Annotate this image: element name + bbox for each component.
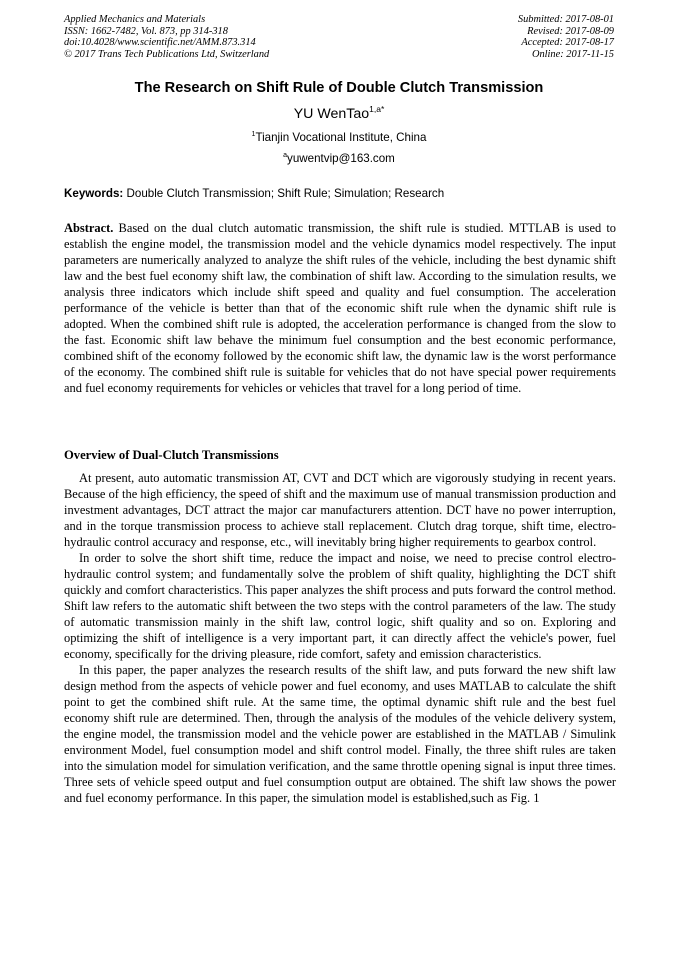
affiliation bbox=[0, 131, 678, 144]
paragraph: In order to solve the short shift time, reduce the impact and noise, we need to precise control electro-hydraulic control system; and fundamentally solve the problem of shift quality, highlighting the DCT shift quickly and comfort characteristics. This paper analyzes the shift process and puts forward the control method. Shift law refers to the automatic shift between the two steps with the control parameters of the law. The study of automatic transmission mainly in the shift law, control logic, shift quality and so on. Exploring and optimizing the shift of intelligence is a very important part, it can directly affect the vehicle's power, fuel economy, specifically for the driving pleasure, ride comfort, safety and emission characteristics. bbox=[64, 551, 616, 661]
paragraph: At present, auto automatic transmission AT, CVT and DCT which are vigorously studying in recent years. Because of the high efficiency, the speed of shift and the maximum use of manual transmission production and investment advantages, DCT attract the major car manufacturers attention. DCT have no power interruption, and in the torque transmission process to achieve stall replacement. Clutch drag torque, shift time, electro-hydraulic control accuracy and response, etc., will inevitably bring higher requirements to gearbox control. bbox=[64, 471, 616, 549]
author-email bbox=[0, 152, 678, 165]
abstract-text: Based on the dual clutch automatic transmission, the shift rule is studied. MTTLAB is used to establish the engine model, the transmission model and the vehicle dynamics model respectively. The input parameters are numerically analyzed to analyze the shift rules of the vehicle, including the best dynamic shift law and the best fuel economy shift law, the combination of shift law. According to the simulation results, we analysis three indicators which include shift speed and quality and fuel consumption. The acceleration performance of the vehicle is better than that of the economic shift rule when the dynamic shift rule is adopted. When the combined shift rule is adopted, the acceleration performance is changed from the slow to the fast. Economic shift law behave the minimum fuel consumption and the best economic performance, combined shift of the economy followed by the economic shift law, the dynamic law is the worst performance of the economy. The combined shift rule is suitable for vehicles that do not have special power requirements and fuel economy requirements for vehicles or vehicles that travel for a long period of time. bbox=[64, 221, 616, 395]
email-text: yuwentvip@163.com bbox=[287, 152, 395, 165]
issn-volume: ISSN: 1662-7482, Vol. 873, pp 314-318 bbox=[64, 25, 228, 37]
affiliation-text: Tianjin Vocational Institute, China bbox=[255, 131, 427, 144]
author-name: YU WenTao bbox=[293, 106, 370, 122]
section-body bbox=[64, 470, 616, 806]
submitted-date: Submitted: 2017-08-01 bbox=[517, 14, 614, 25]
section-heading: Overview of Dual-Clutch Transmissions bbox=[64, 448, 279, 462]
author bbox=[0, 104, 678, 122]
abstract-label: Abstract. bbox=[64, 221, 114, 235]
accepted-date: Accepted: 2017-08-17 bbox=[521, 37, 614, 49]
journal-info bbox=[64, 14, 269, 60]
affiliation-marker: 1 bbox=[251, 131, 256, 138]
author-superscript: 1,a* bbox=[369, 104, 385, 114]
abstract bbox=[64, 220, 616, 396]
paper-title: The Research on Shift Rule of Double Clutch Transmission bbox=[134, 80, 544, 96]
email-marker: a bbox=[283, 152, 288, 159]
keywords bbox=[64, 187, 616, 200]
journal-name: Applied Mechanics and Materials bbox=[64, 14, 206, 25]
paragraph: In this paper, the paper analyzes the research results of the shift law, and puts forward the new shift law design method from the aspects of vehicle power and fuel economy, and uses MATLAB to calculate the shift point to get the combined shift rule. At the same time, the optimal dynamic shift rule and the best fuel economy shift rule are determined. Then, through the analysis of the modules of the vehicle delivery system, the engine model, the transmission model and the vehicle power are established in the MATLAB / Simulink environment Model, fuel consumption model and shift control model. Finally, the three shift rules are taken into the simulation model for simulation verification, and the same throttle opening signal is input three times. Three sets of vehicle speed output and fuel consumption output are obtained. The shift law shows the power and fuel economy performance. In this paper, the simulation model is established,such as Fig. 1 bbox=[64, 663, 616, 805]
keywords-text: Double Clutch Transmission; Shift Rule; Simulation; Research bbox=[123, 187, 445, 200]
publication-dates bbox=[518, 14, 614, 60]
online-date: Online: 2017-11-15 bbox=[531, 48, 614, 60]
keywords-label: Keywords: bbox=[64, 187, 124, 200]
copyright: © 2017 Trans Tech Publications Ltd, Switzerland bbox=[64, 48, 270, 60]
doi: doi:10.4028/www.scientific.net/AMM.873.314 bbox=[64, 37, 256, 49]
revised-date: Revised: 2017-08-09 bbox=[527, 25, 614, 37]
